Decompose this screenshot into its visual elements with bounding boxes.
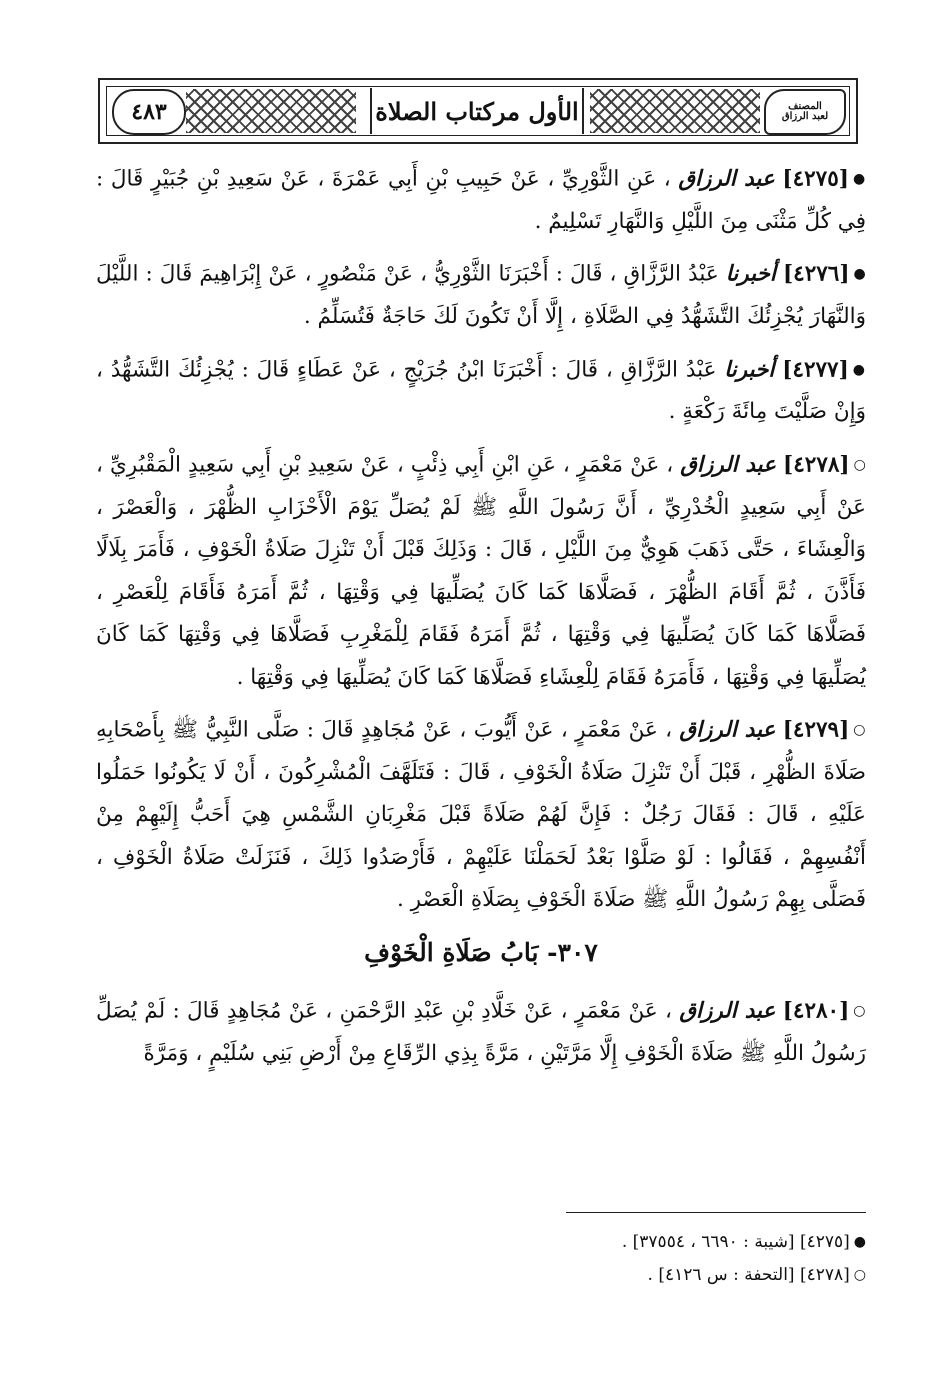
main-text — [96, 158, 866, 1086]
bullet-marker: ○ — [853, 1003, 867, 1020]
page-number-cartouche — [112, 89, 186, 135]
hadith-text: عَبْدُ الرَّزَّاقِ ، قَالَ : أَخْبَرَنَا الثَّوْرِيُّ ، عَنْ مَنْصُورٍ ، عَنْ إِبْرَاهِيمَ قَالَ : اللَّيْلَ وَالنَّهَارَ يُجْزِئُكَ التَّشَهُّدُ فِي الصَّلَاةِ ، إِلَّا أَنْ تَكُونَ لَكَ حَاجَةٌ فَتُسَلِّمُ . — [96, 261, 866, 329]
footnote — [96, 1226, 866, 1259]
hadith-number: [٤٢٨٠] — [782, 998, 850, 1024]
hadith-paragraph — [96, 158, 866, 243]
hadith-source: أخبرنا — [725, 261, 776, 287]
hadith-paragraph — [96, 990, 866, 1075]
hadith-number: [٤٢٧٥] — [782, 166, 849, 192]
footnote-text: [٤٢٧٨] [التحفة : س ٤١٢٦] . — [647, 1265, 850, 1285]
bullet-marker: ● — [852, 361, 866, 378]
hadith-source: عبد الرزاق — [680, 452, 776, 477]
bullet-marker: ○ — [853, 456, 867, 473]
hadith-text: ، عَنْ مَعْمَرٍ ، عَنِ ابْنِ أَبِي ذِئْبٍ ، عَنْ سَعِيدِ بْنِ أَبِي سَعِيدٍ الْمَقْبُرِيِّ ، عَنْ أَبِي سَعِيدٍ الْخُدْرِيِّ ، أَنَّ رَسُولَ اللَّهِ ﷺ لَمْ يُصَلِّ يَوْمَ الْأَحْزَابِ الظُّهْرَ ، وَالْعَصْرَ ، وَالْعِشَاءَ ، حَتَّى ذَهَبَ هَوِيٌّ مِنَ اللَّيْلِ ، قَالَ : وَذَلِكَ قَبْلَ أَنْ تَنْزِلَ صَلَاةُ الْخَوْفِ ، فَأَمَرَ بِلَالًا فَأَذَّنَ ، ثُمَّ أَقَامَ الظُّهْرَ ، فَصَلَّاهَا كَمَا كَانَ يُصَلِّيهَا فِي وَقْتِهَا ، ثُمَّ أَمَرَهُ فَأَقَامَ لِلْعَصْرِ ، فَصَلَّاهَا كَمَا كَانَ يُصَلِّيهَا فِي وَقْتِهَا ، ثُمَّ أَمَرَهُ فَقَامَ لِلْمَغْرِبِ فَصَلَّاهَا فِي وَقْتِهَا كَمَا كَانَ يُصَلِّيهَا فِي وَقْتِهَا ، فَأَمَرَهُ فَقَامَ لِلْعِشَاءِ فَصَلَّاهَا كَمَا كَانَ يُصَلِّيهَا فِي وَقْتِهَا . — [96, 452, 866, 690]
hadith-text: ، عَنِ الثَّوْرِيِّ ، عَنْ حَبِيبِ بْنِ أَبِي عَمْرَةَ ، عَنْ سَعِيدِ بْنِ جُبَيْرٍ قَالَ : فِي كُلِّ مَثْنَى مِنَ اللَّيْلِ وَالنَّهَارِ تَسْلِيمٌ . — [96, 166, 866, 234]
hadith-source: عبد الرزاق — [679, 717, 776, 743]
running-title: الأول مركتاب الصلاة — [375, 96, 579, 126]
hadith-text: ، عَنْ مَعْمَرٍ ، عَنْ أَيُّوبَ ، عَنْ مُجَاهِدٍ قَالَ : صَلَّى النَّبِيُّ ﷺ بِأَصْحَابِهِ صَلَاةَ الظُّهْرِ ، قَبْلَ أَنْ تَنْزِلَ صَلَاةُ الْخَوْفِ ، قَالَ : فَتَلَهَّفَ الْمُشْرِكُونَ ، أَنْ لَا يَكُونُوا حَمَلُوا عَلَيْهِ ، قَالَ : فَقَالَ رَجُلٌ : فَإِنَّ لَهُمْ صَلَاةً قَبْلَ مَغْرِبَانِ الشَّمْسِ هِيَ أَحَبُّ إِلَيْهِمْ مِنْ أَنْفُسِهِمْ ، فَقَالُوا : لَوْ صَلَّوْا بَعْدُ لَحَمَلْنَا عَلَيْهِمْ ، فَأَرْصَدُوا ذَلِكَ ، فَنَزَلَتْ صَلَاةُ الْخَوْفِ ، فَصَلَّى بِهِمْ رَسُولُ اللَّهِ ﷺ صَلَاةَ الْخَوْفِ بِصَلَاةِ الْعَصْرِ . — [96, 717, 866, 913]
hadith-source: أخبرنا — [724, 356, 775, 382]
hadith-paragraph — [96, 349, 866, 434]
footnote-marker: ● — [853, 1234, 866, 1250]
footnote-marker: ○ — [853, 1267, 866, 1283]
bullet-marker: ● — [853, 266, 866, 283]
logo-line-2: لعبد الرزاق — [781, 111, 829, 122]
hadith-number: [٤٢٧٩] — [782, 717, 850, 743]
section-heading: ٣٠٧- بَابُ صَلَاةِ الْخَوْفِ — [364, 937, 598, 967]
footnote-text: [٤٢٧٥] [شيبة : ٦٦٩٠ ، ٣٧٥٥٤] . — [621, 1232, 850, 1252]
hadith-source: عبد الرزاق — [679, 998, 776, 1024]
title-cartouche — [370, 88, 584, 134]
ornament-right — [590, 89, 760, 133]
logo-line-1: المصنف — [788, 100, 822, 112]
book-logo — [764, 89, 846, 135]
running-header — [98, 78, 858, 144]
footnotes — [96, 1226, 866, 1292]
hadith-text: ، عَنْ مَعْمَرٍ ، عَنْ خَلَّادِ بْنِ عَبْدِ الرَّحْمَنِ ، عَنْ مُجَاهِدٍ قَالَ : لَمْ يُصَلِّ رَسُولُ اللَّهِ ﷺ صَلَاةَ الْخَوْفِ إِلَّا مَرَّتَيْنِ ، مَرَّةً بِذِي الرِّقَاعِ مِنْ أَرْضِ بَنِي سُلَيْمٍ ، وَمَرَّةً — [96, 998, 866, 1066]
page-number: ٤٨٣ — [131, 99, 167, 125]
hadith-number: [٤٢٧٦] — [782, 261, 850, 287]
ornament-left — [186, 89, 356, 133]
hadith-text: عَبْدُ الرَّزَّاقِ ، قَالَ : أَخْبَرَنَا ابْنُ جُرَيْجٍ ، عَنْ عَطَاءٍ قَالَ : يُجْزِئُكَ التَّشَهُّدُ ، وَإِنْ صَلَّيْتَ مِائَةَ رَكْعَةٍ . — [96, 356, 866, 425]
hadith-paragraph — [96, 253, 866, 338]
hadith-paragraph — [96, 444, 866, 699]
footnote-divider — [566, 1212, 866, 1213]
footnote — [96, 1259, 866, 1292]
bullet-marker: ● — [852, 171, 866, 187]
hadith-source: عبد الرزاق — [678, 166, 775, 192]
bullet-marker: ○ — [853, 722, 866, 738]
hadith-number: [٤٢٧٧] — [782, 356, 849, 382]
hadith-number: [٤٢٧٨] — [783, 452, 850, 477]
hadith-paragraph — [96, 709, 866, 922]
